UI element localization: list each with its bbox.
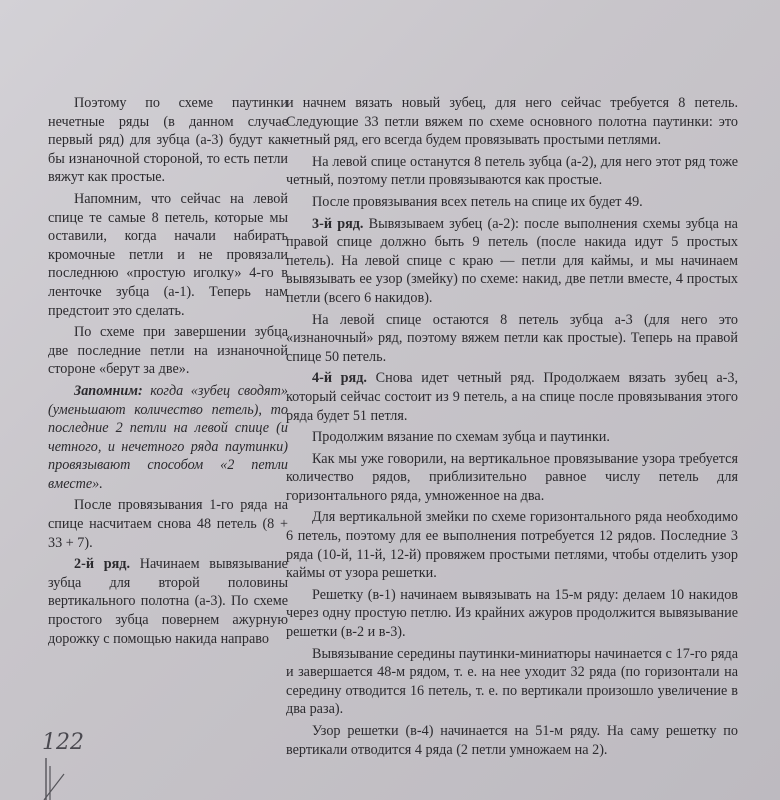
row-paragraph	[286, 369, 738, 425]
remember-label: Запомним:	[74, 382, 143, 399]
paragraph: и начнем вязать новый зубец, для него сейчас требуется 8 петель. Следующие 33 петли вяжем по схеме основного полотна паутинки: это четный ряд, его всегда будем провязывать простыми петлями.	[286, 95, 738, 149]
paragraph: На левой спице остаются 8 петель зубца а-3 (для него это «изнаночный» ряд, поэтому вяжем петли как простые). Теперь на правой спице 50 петель.	[286, 311, 738, 365]
paragraph: Для вертикальной змейки по схеме горизонтального ряда необходимо 6 петель, поэтому для ее выполнения потребуется 12 рядов. Последние 3 ряда (10-й, 11-й, 12-й) провяжем простыми петлями, чтобы отделить узор каймы от узора решетки.	[286, 509, 738, 582]
row-label: 3-й ряд.	[312, 215, 364, 232]
paragraph: На левой спице останутся 8 петель зубца (а-2), для него этот ряд тоже четный, поэтому петли провязываются как простые.	[286, 153, 738, 189]
page-number: 122	[42, 730, 84, 755]
paragraph: Как мы уже говорили, на вертикальное провязывание узора требуется количество рядов, приблизительно равное числу петель для горизонтального ряда, умноженное на два.	[286, 450, 738, 504]
corner-ornament-icon	[40, 756, 76, 800]
paragraph: После провязывания всех петель на спице их будет 49.	[312, 193, 643, 210]
row-label: 2-й ряд.	[74, 556, 130, 573]
left-column	[48, 94, 288, 651]
remember-note	[48, 382, 288, 494]
paragraph: Продолжим вязание по схемам зубца и паутинки.	[312, 429, 610, 446]
remember-text: когда «зубец сводят» (уменьшают количество петель), то последние 2 петли на левой спице (и четного, и нечетного ряда паутинки) провязывают способом «2 петли вместе».	[48, 382, 288, 492]
row-text: Вывязываем зубец (а-2): после выполнения схемы зубца на правой спице должно быть 9 петель (после накида идут 5 простых петель). На левой спице с краю — петли для каймы, и мы начинаем вывязывать ее узор (змейку) по схеме: накид, две петли вместе, 4 простых петли (всего 6 накидов).	[286, 215, 738, 306]
paragraph: Узор решетки (в-4) начинается на 51-м ряду. На саму решетку по вертикали отводится 4 ряда (2 петли умножаем на 2).	[286, 723, 738, 758]
right-column	[286, 94, 738, 762]
paragraph: Поэтому по схеме паутинки нечетные ряды (в данном случае первый ряд) для зубца (а-3) будут как бы изнаночной стороной, то есть петли вяжут как простые.	[48, 95, 288, 186]
paragraph: После провязывания 1-го ряда на спице насчитаем снова 48 петель (8 + 33 + 7).	[48, 497, 288, 551]
row-label: 4-й ряд.	[312, 370, 367, 387]
paragraph: Вывязывание середины паутинки-миниатюры начинается с 17-го ряда и завершается 48-м рядом, т. е. на нее уходит 32 ряда (по горизонтали на середину отводится 16 петель, т. е. по вертикали произошло увеличение в два раза).	[286, 645, 738, 718]
paragraph: Напомним, что сейчас на левой спице те самые 8 петель, которые мы оставили, когда начали набирать кромочные петли и не провязали последнюю «простую иголку» 4-го в ленточке зубца (а-1). Теперь нам предстоит это сделать.	[48, 190, 288, 319]
paragraph: Решетку (в-1) начинаем вывязывать на 15-м ряду: делаем 10 накидов через одну простую петлю. Из крайних ажуров продолжится вывязывание решетки (в-2 и в-3).	[286, 586, 738, 641]
row-text: Снова идет четный ряд. Продолжаем вязать зубец а-3, который сейчас состоит из 9 петель, а на спице после провязывания этого ряда будет 51 петля.	[286, 370, 738, 424]
row-paragraph	[286, 215, 738, 308]
paragraph: По схеме при завершении зубца две последние петли на изнаночной стороне «берут за две».	[48, 324, 288, 378]
row-text: Начинаем вывязывание зубца для второй половины вертикального полотна (а-3). По схеме простого зубца повернем ажурную дорожку с помощью накида направо	[48, 556, 288, 647]
row-paragraph	[48, 555, 288, 648]
